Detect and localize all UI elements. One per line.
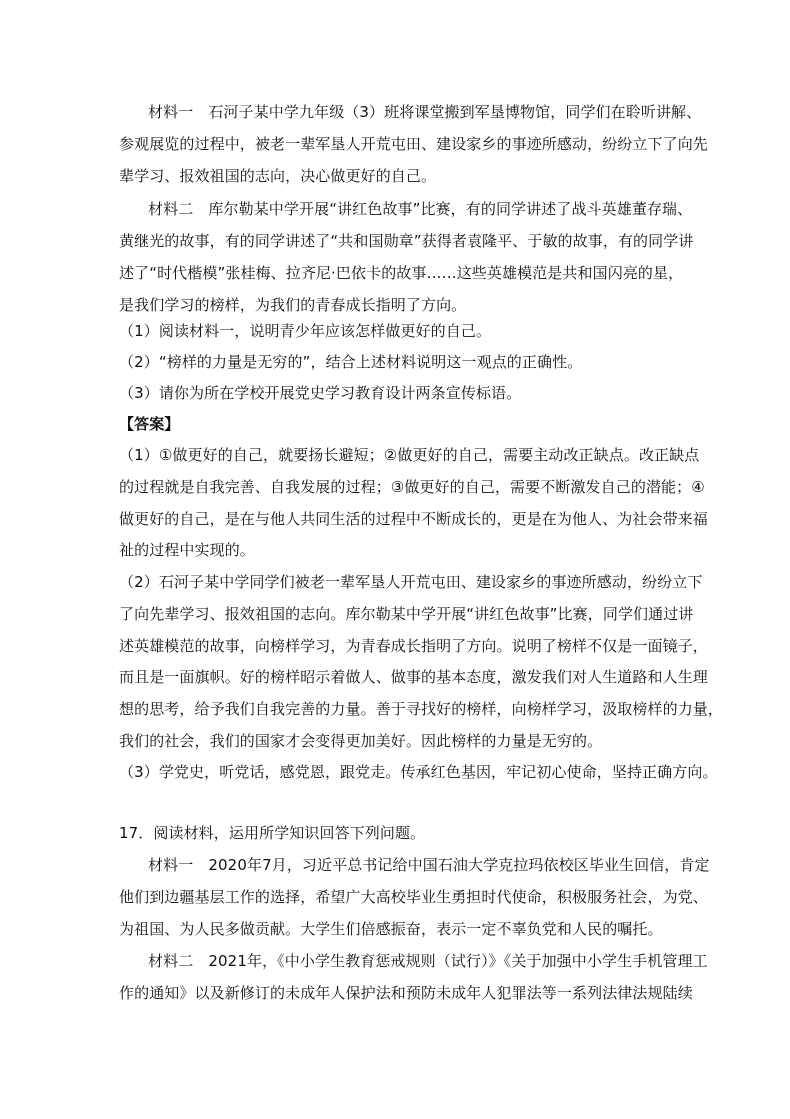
q17-material-line: 为祖国、为人民多做贡献。大学生们倍感振奋，表示一定不辜负党和人民的嘱托。 [119,920,663,938]
question-2: （2）“榜样的力量是无穷的”，结合上述材料说明这一观点的正确性。 [119,353,583,371]
answer-2-line: 我们的社会，我们的国家才会变得更加美好。因此榜样的力量是无穷的。 [119,732,603,750]
answer-1-line: 祉的过程中实现的。 [119,541,255,559]
material-1-line: 参观展览的过程中，被老一辈军垦人开荒屯田、建设家乡的事迹所感动，纷纷立下了向先 [119,135,708,153]
material-2-line: 材料二 库尔勒某中学开展“讲红色故事”比赛，有的同学讲述了战斗英雄董存瑞、 [148,200,693,218]
answer-2-line: 想的思考，给予我们自我完善的力量。善于寻找好的榜样，向榜样学习，汲取榜样的力量， [119,700,724,718]
q17-material-line: 他们到边疆基层工作的选择，希望广大高校毕业生勇担时代使命，积极服务社会，为党、 [119,888,708,906]
answer-3: （3）学党史，听党话，感党恩，跟党走。传承红色基因，牢记初心使命，坚持正确方向。 [119,763,718,781]
q17-material-line: 材料二 2021年，《中小学生教育惩戒规则（试行）》《关于加强中小学生手机管理工 [148,952,708,970]
answer-heading: 【答案】 [119,415,180,433]
question-3: （3）请你为所在学校开展党史学习教育设计两条宣传标语。 [119,384,522,402]
q17-material-line: 作的通知》以及新修订的未成年人保护法和预防未成年人犯罪法等一系列法律法规陆续 [119,984,693,1002]
material-2-line: 是我们学习的榜样，为我们的青春成长指明了方向。 [119,296,467,314]
material-2-line: 黄继光的故事，有的同学讲述了“共和国勋章”获得者袁隆平、于敏的故事，有的同学讲 [119,232,694,250]
answer-1-line: 做更好的自己，是在与他人共同生活的过程中不断成长的，更是在为他人、为社会带来福 [119,510,708,528]
question-1: （1）阅读材料一，说明青少年应该怎样做更好的自己。 [119,322,492,340]
material-2-line: 述了“时代楷模”张桂梅、拉齐尼·巴依卡的故事……这些英雄模范是共和国闪亮的星， [119,264,684,282]
answer-1-line: 的过程就是自我完善、自我发展的过程；③做更好的自己，需要不断激发自己的潜能；④ [119,478,705,496]
q17-material-line: 材料一 2020年7月，习近平总书记给中国石油大学克拉玛依校区毕业生回信，肯定 [148,856,710,874]
answer-2-line: （2）石河子某中学同学们被老一辈军垦人开荒屯田、建设家乡的事迹所感动，纷纷立下 [119,573,703,591]
answer-2-line: 了向先辈学习、报效祖国的志向。库尔勒某中学开展“讲红色故事”比赛，同学们通过讲 [119,605,694,623]
answer-2-line: 述英雄模范的故事，向榜样学习，为青春成长指明了方向。说明了榜样不仅是一面镜子， [119,637,708,655]
question-17-title: 17．阅读材料，运用所学知识回答下列问题。 [119,824,426,842]
answer-2-line: 而且是一面旗帜。好的榜样昭示着做人、做事的基本态度，激发我们对人生道路和人生理 [119,668,708,686]
material-1-line: 材料一 石河子某中学九年级（3）班将课堂搬到军垦博物馆，同学们在聆听讲解、 [148,103,702,121]
answer-1-line: （1）①做更好的自己，就要扬长避短；②做更好的自己，需要主动改正缺点。改正缺点 [119,446,700,464]
material-1-line: 辈学习、报效祖国的志向，决心做更好的自己。 [119,167,437,185]
